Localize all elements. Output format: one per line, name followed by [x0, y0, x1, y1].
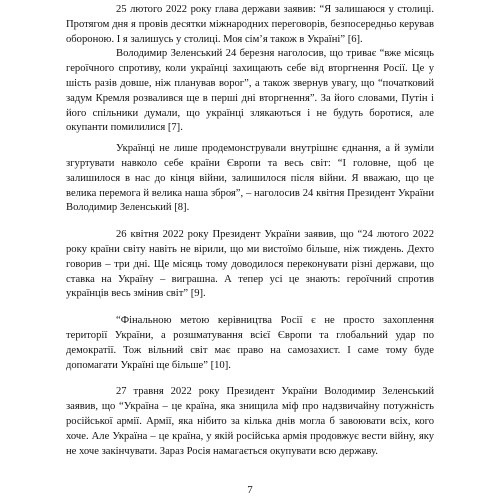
- page-number: 7: [247, 484, 253, 496]
- paragraph-zelensky-may-27: 27 травня 2022 року Президент України Володимир Зеленський заявив, що “Україна – це країна, яка знищила міф про надзвичайну потужність російської армії. Армії, яка нібито за кілька днів могла б завоювати всіх, кого хоче. Але Україна – це країна, у якій російська армія продовжує вести війну, яку не хоче закінчувати. Зараз Росія намагається окупувати всю державу.: [66, 386, 434, 457]
- paragraph-zelensky-mar-24: Володимир Зеленський 24 березня наголосив, що триває “вже місяць героїчного спротиву, коли українці захищають себе від вторгнення Росії. Це у шість разів довше, ніж планував ворог”, а також звернув увагу, що “початковий задум Кремля розвалився ще в перші дні вторгнення”. За його словами, Путін і його спільники думали, що українці злякаються і не будуть боротися, але окупанти помилилися [7].: [66, 48, 434, 134]
- paragraph-zelensky-apr-26: 26 квітня 2022 року Президент України заявив, що “24 лютого 2022 року країни світу навіть не вірили, що ми вистоїмо більше, ніж тиждень. Дехто говорив – три дні. Ще місяць тому доводилося переконувати різні держави, що ставка на Україну – виграшна. А тепер усі це знають: героїчний спротив українців весь змінив світ” [9].: [66, 229, 434, 300]
- paragraph-zelensky-feb-25: 25 лютого 2022 року глава держави заявив: “Я залишаюся у столиці. Протягом дня я провів десятки міжнародних переговорів, безпосередньо керував обороною. І я залишусь у столиці. Моя сім’я також в Україні” [6].: [66, 4, 434, 45]
- paragraph-ukrainians-unity: Українці не лише продемонстрували внутрішнє єднання, а й зуміли згуртувати навколо себе країни Європи та весь світ: “І головне, щоб це залишилося в нас до кінця війни, залишилося після війни. Я вважаю, що це велика перемога й велика наша зброя”, – наголосив 24 квітня Президент України Володимир Зеленський [8].: [66, 143, 434, 214]
- paragraph-russia-final-goal: “Фінальною метою керівництва Росії є не просто захоплення території України, а розшматування всієї Європи та глобальний удар по демократії. Тож вільний світ має право на самозахист. І саме тому буде допомагати Україні ще більше” [10].: [66, 315, 434, 371]
